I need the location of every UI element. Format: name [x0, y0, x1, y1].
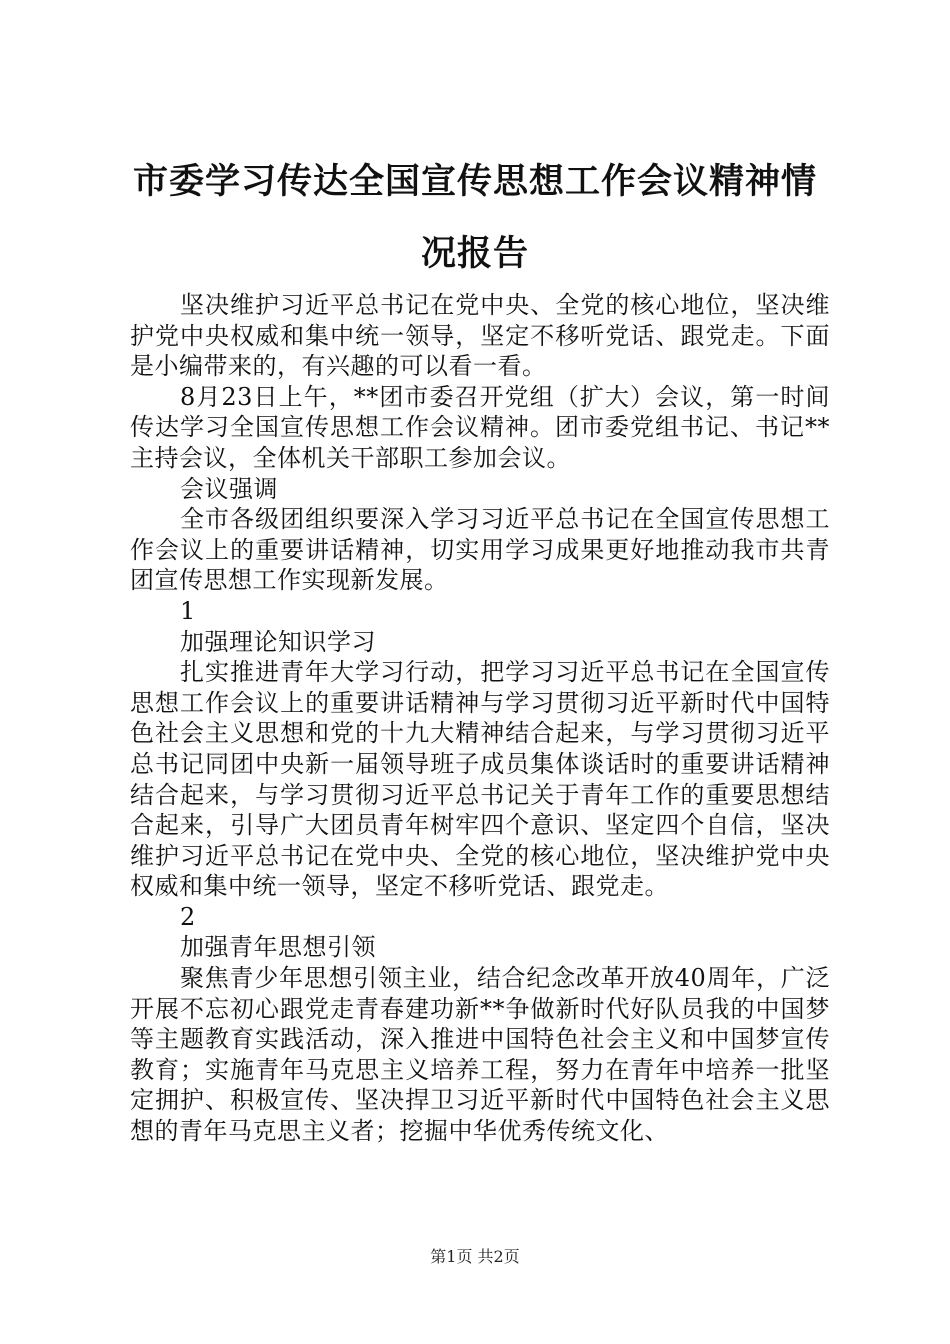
paragraph-emphasis: 全市各级团组织要深入学习习近平总书记在全国宣传思想工作会议上的重要讲话精神，切实用学习成果更好地推动我市共青团宣传思想工作实现新发展。: [130, 505, 830, 595]
paragraph-meeting: 8月23日上午，**团市委召开党组（扩大）会议，第一时间传达学习全国宣传思想工作会议精神。团市委党组书记、书记**主持会议，全体机关干部职工参加会议。: [130, 382, 830, 472]
section-heading-youth: 加强青年思想引领: [180, 933, 376, 962]
page-footer: 第1页 共2页: [430, 1247, 520, 1266]
section-heading-theory: 加强理论知识学习: [180, 627, 376, 656]
document-title: 市委学习传达全国宣传思想工作会议精神情况报告: [132, 162, 817, 274]
section-number-2: 2: [180, 902, 196, 931]
section-heading-emphasis: 会议强调: [180, 474, 278, 503]
document-body: [130, 290, 830, 1147]
paragraph-theory: 扎实推进青年大学习行动，把学习习近平总书记在全国宣传思想工作会议上的重要讲话精神与学习贯彻习近平新时代中国特色社会主义思想和党的十九大精神结合起来，与学习贯彻习近平总书记同团中央新一届领导班子成员集体谈话时的重要讲话精神结合起来，与学习贯彻习近平总书记关于青年工作的重要思想结合起来，引导广大团员青年树牢四个意识、坚定四个自信，坚决维护习近平总书记在党中央、全党的核心地位，坚决维护党中央权威和集中统一领导，坚定不移听党话、跟党走。: [130, 658, 830, 901]
section-number-1: 1: [180, 596, 196, 625]
paragraph-intro: 坚决维护习近平总书记在党中央、全党的核心地位，坚决维护党中央权威和集中统一领导，坚定不移听党话、跟党走。下面是小编带来的，有兴趣的可以看一看。: [130, 291, 830, 381]
paragraph-youth: 聚焦青少年思想引领主业，结合纪念改革开放40周年，广泛开展不忘初心跟党走青春建功新**争做新时代好队员我的中国梦等主题教育实践活动，深入推进中国特色社会主义和中国梦宣传教育；实施青年马克思主义培养工程，努力在青年中培养一批坚定拥护、积极宣传、坚决捍卫习近平新时代中国特色社会主义思想的青年马克思主义者；挖掘中华优秀传统文化、: [130, 964, 830, 1146]
